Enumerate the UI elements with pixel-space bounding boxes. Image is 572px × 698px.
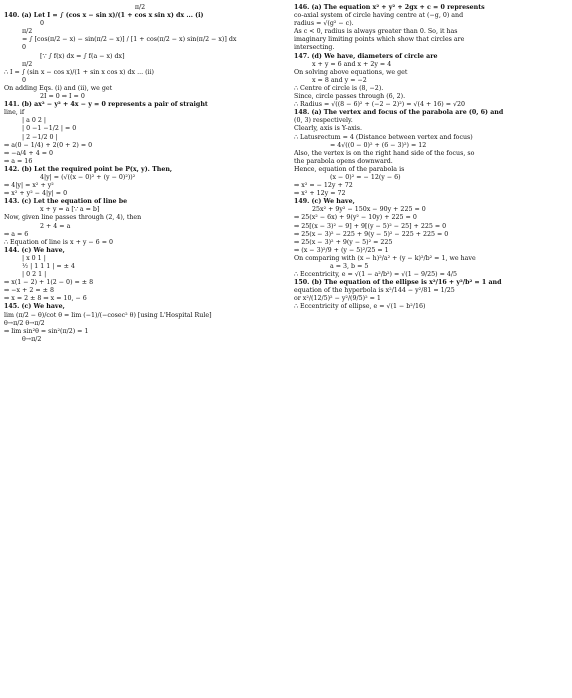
left-text-line: ⇒ x² + y² − 4|y| = 0 [4, 190, 68, 198]
left-text-line: 4|y| = (√((x − 0)² + (y − 0)²))² [40, 173, 136, 181]
left-text-line: | 0 −1 −1/2 | = 0 [22, 125, 77, 133]
right-text-line: intersecting. [294, 44, 335, 52]
right-text-line: = 4√((0 − 0)² + (6 − 3)²) = 12 [330, 141, 427, 149]
left-text-line: 140. (a) Let I = ∫ (cos x − sin x)/(1 + cos x sin x) dx ... (i) [4, 12, 204, 20]
right-text-line: ⇒ 25[(x − 3)² − 9] + 9[(y − 5)² − 25] + 225 = 0 [294, 222, 447, 230]
left-text-line: [∵ ∫ f(x) dx = ∫ f(a − x) dx] [40, 52, 125, 60]
right-text-line: On comparing with (x − h)²/a² + (y − k)²/b² = 1, we have [294, 254, 476, 262]
right-text-line: ⇒ 25(x − 3)² + 9(y − 5)² = 225 [294, 238, 393, 246]
right-text-line: ∴ Latusrectum = 4 (Distance between vertex and focus) [294, 133, 473, 141]
left-text-line: ⇒ x = 2 ± 8 ⇒ x = 10, − 6 [4, 295, 87, 303]
left-text-line: ⇒ a(0 − 1/4) + 2(0 + 2) = 0 [4, 141, 93, 149]
right-text-line: ⇒ 25(x − 3)² − 225 + 9(y − 5)² − 225 + 225 = 0 [294, 230, 449, 238]
left-text-line: Now, given line passes through (2, 4), then [4, 214, 142, 222]
right-text-line: x + y = 6 and x + 2y = 4 [312, 60, 392, 68]
right-text-line: ⇒ (x − 3)²/9 + (y − 5)²/25 = 1 [294, 246, 389, 254]
left-text-line: θ→π/2 θ→π/2 [4, 319, 45, 327]
right-text-line: ∴ Eccentricity, e = √(1 − a²/b²) = √(1 − 9/25) = 4/5 [294, 271, 458, 279]
left-text-line: ∴ Equation of line is x + y − 6 = 0 [4, 238, 113, 246]
right-text-line: co-axial system of circle having centre at (−g, 0) and [294, 12, 464, 20]
left-text-line: ∴ I = ∫ (sin x − cos x)/(1 + sin x cos x) dx ... (ii) [4, 68, 155, 76]
right-text-line: 148. (a) The vertex and focus of the parabola are (0, 6) and [294, 109, 504, 117]
right-text-line: Hence, equation of the parabola is [294, 165, 405, 173]
left-text-line: | 0 2 1 | [22, 271, 47, 279]
right-text-line: On solving above equations, we get [294, 68, 408, 76]
left-text-line: | 2 −1/2 0 | [22, 133, 58, 141]
right-text-line: (x − 0)² = − 12(y − 6) [330, 173, 401, 181]
right-text-line: (0, 3) respectively. [294, 117, 353, 125]
right-text-line: As c < 0, radius is always greater than 0. So, it has [294, 28, 458, 36]
right-text-line: equation of the hyperbola is x²/144 − y²/81 = 1/25 [294, 287, 455, 295]
left-text-line: ⇒ x(1 − 2) + 1(2 − 0) = ± 8 [4, 279, 94, 287]
right-text-line: the parabola opens downward. [294, 157, 393, 165]
left-text-line: θ→π/2 [22, 335, 42, 343]
right-text-line: x = 8 and y = −2 [312, 76, 367, 84]
right-text-line: Also, the vertex is on the right hand side of the focus, so [294, 149, 475, 157]
left-text-line: ⇒ a = 16 [4, 157, 33, 165]
right-text-line: 149. (c) We have, [294, 198, 355, 206]
right-text-line: 147. (d) We have, diameters of circle are [294, 52, 438, 60]
left-text-line: ⇒ a = 6 [4, 230, 29, 238]
right-text-line: ∴ Eccentricity of ellipse, e = √(1 − b²/16) [294, 303, 426, 311]
left-text-line: | a 0 2 | [22, 117, 47, 125]
right-text-line: radius = √(g² − c). [294, 20, 354, 28]
left-text-line: 141. (b) ax² − y² + 4x − y = 0 represents a pair of straight [4, 101, 208, 109]
right-text-line: ∴ Radius = √((8 − 6)² + (−2 − 2)²) = √(4 + 16) = √20 [294, 101, 466, 109]
left-text-line: 0 [22, 44, 27, 52]
left-text-line: 0 [40, 20, 45, 28]
right-column [294, 4, 564, 312]
right-text-line: Since, circle passes through (6, 2). [294, 93, 406, 101]
left-text-line: 145. (c) We have, [4, 303, 65, 311]
right-text-line: ⇒ x² + 12y = 72 [294, 190, 346, 198]
left-text-line: ⇒ −x + 2 = ± 8 [4, 287, 54, 295]
right-text-line: Clearly, axis is Y-axis. [294, 125, 363, 133]
left-text-line: π/2 [134, 4, 146, 11]
right-text-line: or x²/(12/5)² − y²/(9/5)² = 1 [294, 295, 381, 303]
left-text-line: 2 + 4 = a [40, 222, 71, 230]
right-text-line: 25x² + 9y² − 150x − 90y + 225 = 0 [312, 206, 426, 214]
left-text-line: ⇒ −a/4 + 4 = 0 [4, 149, 54, 157]
left-text-line: 143. (c) Let the equation of line be [4, 198, 128, 206]
right-text-line: ⇒ 25(x² − 6x) + 9(y² − 10y) + 225 = 0 [294, 214, 417, 222]
left-text-line: | x 0 1 | [22, 254, 46, 262]
left-column [4, 4, 276, 344]
right-text-line: ⇒ x² = − 12y + 72 [294, 182, 353, 190]
left-text-line: π/2 [22, 60, 33, 68]
left-text-line: 142. (b) Let the required point be P(x, y). Then, [4, 165, 173, 173]
left-text-line: ⇒ lim sin²θ = sin²(π/2) = 1 [4, 327, 89, 335]
left-text-line: ½ | 1 1 1 | = ± 4 [22, 263, 75, 270]
left-text-line: On adding Eqs. (i) and (ii), we get [4, 84, 113, 92]
left-text-line: lim (π/2 − θ)/cot θ = lim (−1)/(−cosec² θ) [using L'Hospital Rule] [4, 311, 212, 319]
right-text-line: a = 3, b = 5 [330, 263, 369, 270]
left-text-line: = ∫ [cos(π/2 − x) − sin(π/2 − x)] / [1 + cos(π/2 − x) sin(π/2 − x)] dx [22, 36, 237, 44]
left-text-line: 0 [22, 76, 27, 84]
left-text-line: x + y = a [∵ a = b] [40, 206, 100, 214]
left-text-line: 2I = 0 ⇒ I = 0 [40, 93, 85, 101]
left-text-line: π/2 [22, 28, 33, 36]
left-text-line: line, if [4, 109, 25, 117]
right-text-line: imaginary limiting points which show that circles are [294, 36, 465, 44]
left-text-line: 144. (c) We have, [4, 246, 65, 254]
right-text-line: ∴ Centre of circle is (8, −2). [294, 84, 384, 92]
right-text-line: 150. (b) The equation of the ellipse is x²/16 + y²/b² = 1 and [294, 279, 502, 287]
right-text-line: 146. (a) The equation x² + y² + 2gx + c = 0 represents [294, 4, 485, 11]
left-text-line: ⇒ 4|y| = x² + y² [4, 182, 54, 190]
